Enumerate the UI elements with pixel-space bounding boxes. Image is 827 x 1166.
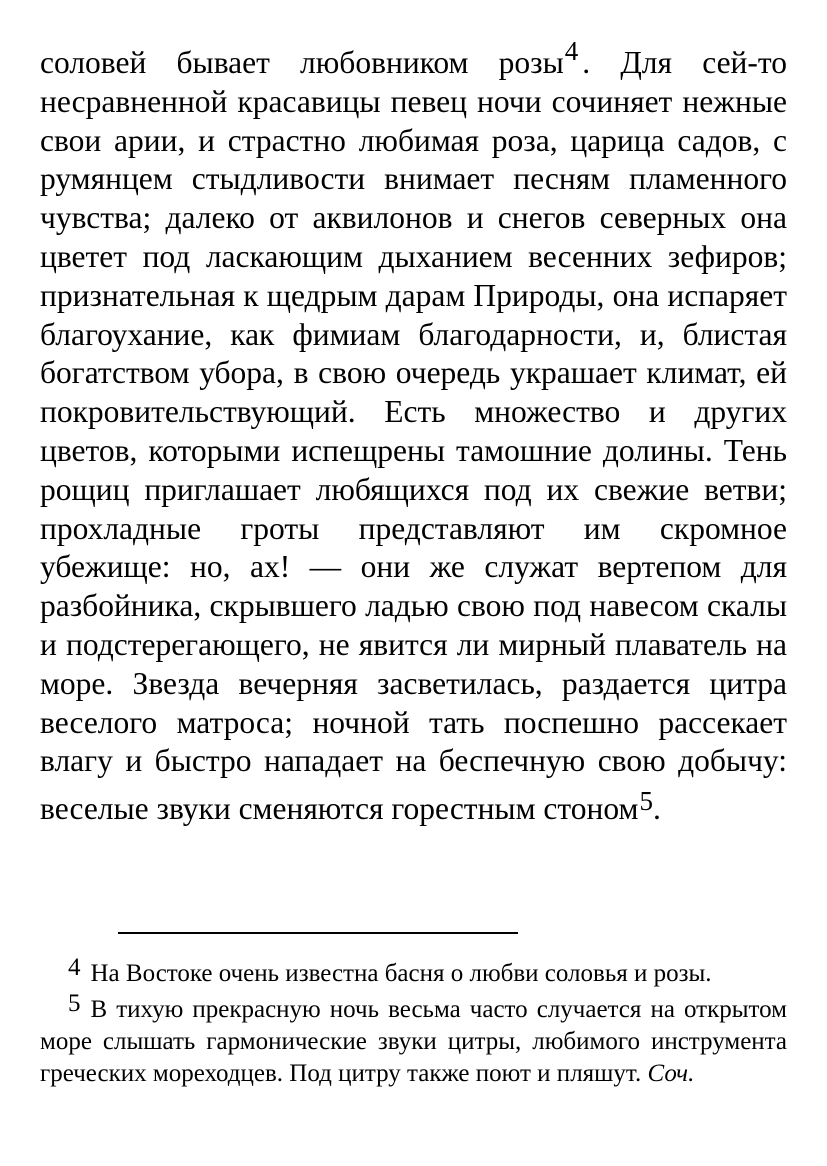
footnote-text: В тихую прекрасную ночь весьма часто случается на открытом море слышать гармонические звуки цитры, любимого инструмента греческих мореходцев. Под цитру также поют и пляшут.	[40, 996, 787, 1087]
footnote-text: На Востоке очень известна басня о любви соловья и розы.	[90, 960, 712, 987]
footnote-5	[40, 990, 787, 1090]
page-body	[40, 36, 787, 829]
footnote-reference-5[interactable]: 5	[639, 786, 653, 817]
footnote-number: 4	[68, 954, 81, 981]
footnote-signature: Соч.	[647, 1060, 695, 1087]
main-text-part-2: . Для сей-то несравненной красавицы певец ночи сочиняет нежные свои арии, и страстно любимая роза, царица садов, с румянцем стыдливости внимает песням пламенного чувства; далеко от аквилонов и снегов северных она цветет под ласкающим дыханием весенних зефиров; признательная к щедрым дарам Природы, она испаряет благоухание, как фимиам благодарности, и, блистая богатством убора, в свою очередь украшает климат, ей покровительствующий. Есть множество и других цветов, которыми испещрены тамошние долины. Тень рощиц приглашает любящихся под их свежие ветви; прохладные гроты представляют им скромное убежище: но, ах! — они же служат вертепом для разбойника, скрывшего ладью свою под навесом скалы и подстерегающего, не явится ли мирный плаватель на море. Звезда вечерняя засветилась, раздается цитра веселого матроса; ночной тать поспешно рассекает влагу и быстро нападает на беспечную свою добычу: веселые звуки сменяются горестным стоном	[40, 45, 787, 827]
footnote-divider	[118, 932, 518, 934]
main-text-part-3: .	[652, 791, 661, 827]
footnote-reference-4[interactable]: 4	[564, 36, 579, 66]
main-text-part-1: соловей бывает любовником розы	[40, 45, 564, 80]
footnote-number: 5	[68, 990, 81, 1017]
footnote-4	[40, 954, 787, 990]
footnotes-section	[40, 954, 787, 1094]
main-paragraph	[40, 36, 787, 829]
